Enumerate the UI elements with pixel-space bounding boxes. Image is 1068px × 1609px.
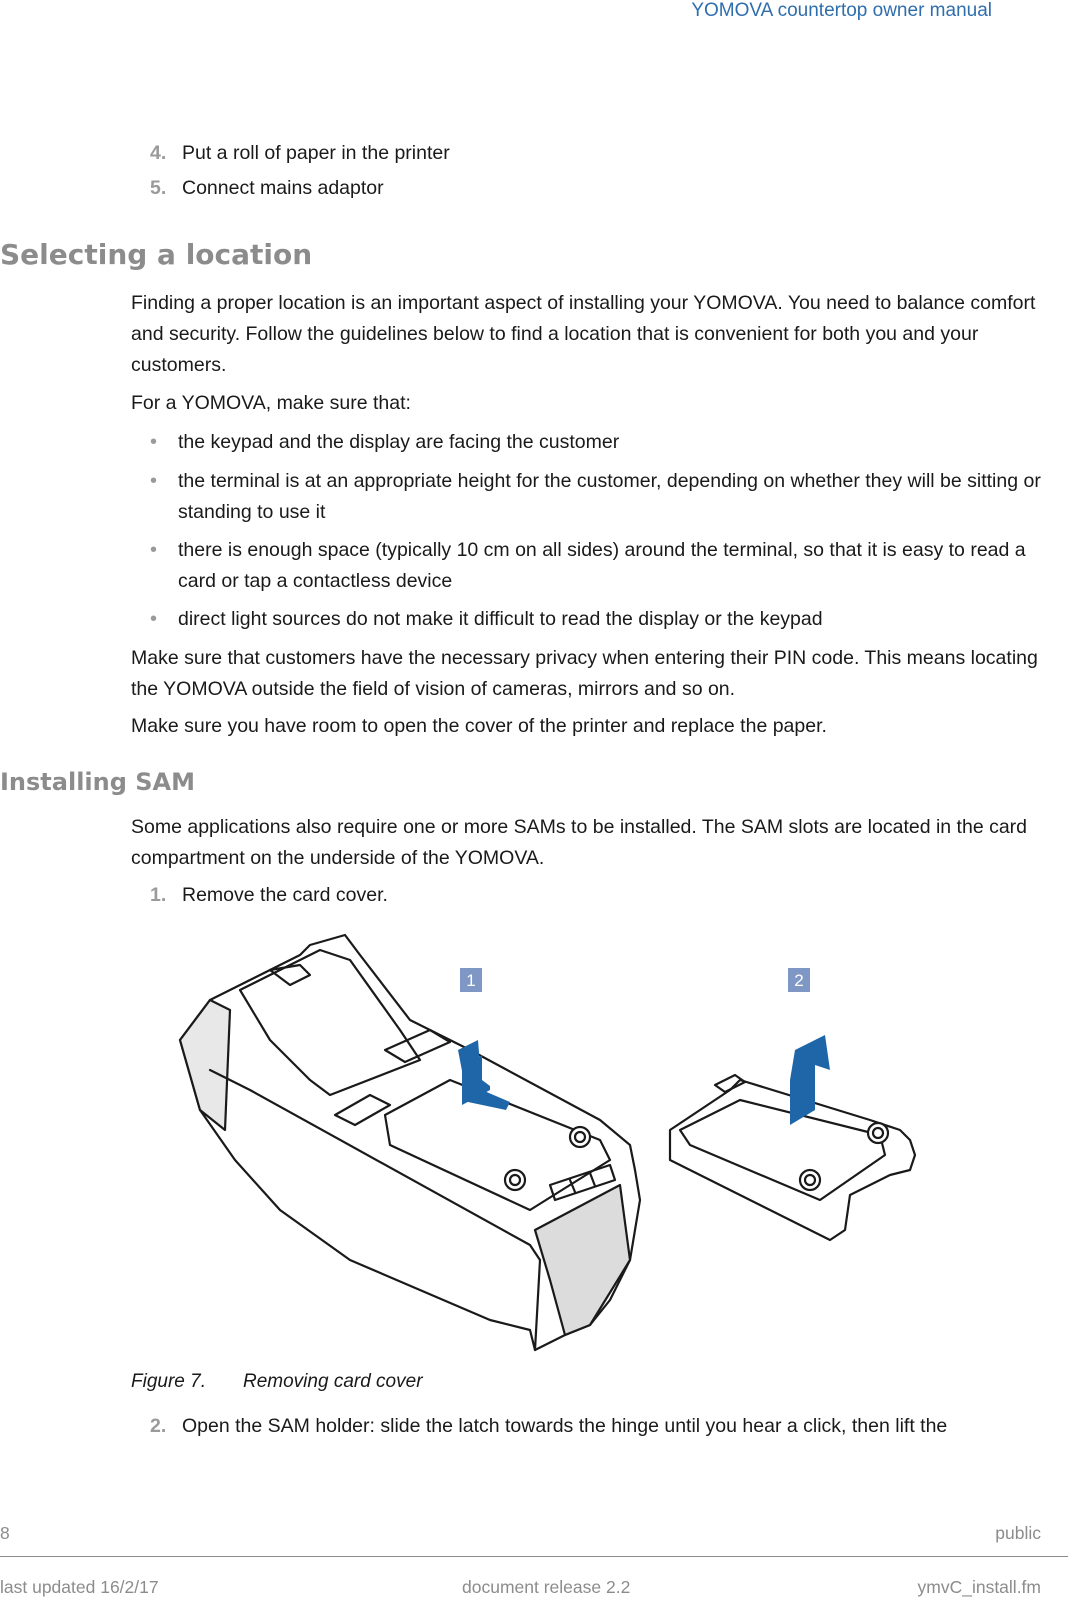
bullet-dot-icon: • (150, 470, 158, 492)
figure-label-1: 1 (466, 971, 476, 990)
bullet-item (150, 466, 1065, 528)
bullet-text: the keypad and the display are facing the customer (178, 431, 620, 453)
file-name: ymvC_install.fm (917, 1577, 1041, 1597)
figure-removing-card-cover (170, 930, 950, 1370)
paragraph: Make sure that customers have the necessary privacy when entering their PIN code. This means locating the YOMOVA outside the field of vision of cameras, mirrors and so on. (131, 647, 1038, 700)
last-updated: last updated 16/2/17 (0, 1577, 159, 1597)
bullet-item (150, 535, 1065, 597)
paragraph: Finding a proper location is an important aspect of installing your YOMOVA. You need to balance comfort and security. Follow the guidelines below to find a location that is convenient for both you and your customers. (131, 292, 1036, 376)
paragraph: Some applications also require one or more SAMs to be installed. The SAM slots are located in the card compartment on the underside of the YOMOVA. (131, 816, 1028, 869)
step-text: Put a roll of paper in the printer (182, 142, 450, 164)
screw-icon (570, 1127, 590, 1147)
section-heading-location: Selecting a location (0, 238, 313, 271)
step-text: Connect mains adaptor (182, 177, 384, 199)
step-text: Remove the card cover. (182, 884, 388, 906)
figure-label-2: 2 (794, 971, 804, 990)
screw-icon (505, 1170, 525, 1190)
bullet-dot-icon: • (150, 431, 158, 453)
bullet-dot-icon: • (150, 539, 158, 561)
bullet-text: direct light sources do not make it difficult to read the display or the keypad (178, 608, 823, 630)
step-item (150, 174, 384, 202)
step-number: 1. (150, 884, 167, 906)
footer-rule (0, 1556, 1068, 1557)
bullet-dot-icon: • (150, 608, 158, 630)
running-header: YOMOVA countertop owner manual (691, 0, 992, 21)
figure-caption-text: Removing card cover (243, 1371, 423, 1392)
paragraph: For a YOMOVA, make sure that: (131, 392, 411, 414)
screw-icon (800, 1170, 820, 1190)
bullet-text: there is enough space (typically 10 cm on all sides) around the terminal, so that it is easy to read a card or tap a contactless device (178, 539, 1026, 592)
step-number: 4. (150, 142, 167, 164)
paragraph: Make sure you have room to open the cover of the printer and replace the paper. (131, 715, 827, 737)
bullet-item (150, 604, 1065, 635)
step-item (150, 881, 388, 909)
document-release: document release 2.2 (462, 1577, 631, 1597)
screw-icon (868, 1123, 888, 1143)
figure-caption (131, 1371, 423, 1393)
step-number: 5. (150, 177, 167, 199)
section-heading-sam: Installing SAM (0, 768, 196, 796)
bullet-item (150, 427, 1065, 458)
bullet-text: the terminal is at an appropriate height for the customer, depending on whether they will be sitting or standing to use it (178, 470, 1041, 523)
step-number: 2. (150, 1415, 167, 1437)
step-item (150, 139, 450, 167)
step-text: Open the SAM holder: slide the latch towards the hinge until you hear a click, then lift the (182, 1415, 948, 1437)
step-item (150, 1412, 947, 1440)
classification: public (995, 1523, 1041, 1543)
page-number: 8 (0, 1523, 10, 1543)
figure-number: Figure 7. (131, 1371, 206, 1392)
terminal-grip (180, 1000, 230, 1130)
